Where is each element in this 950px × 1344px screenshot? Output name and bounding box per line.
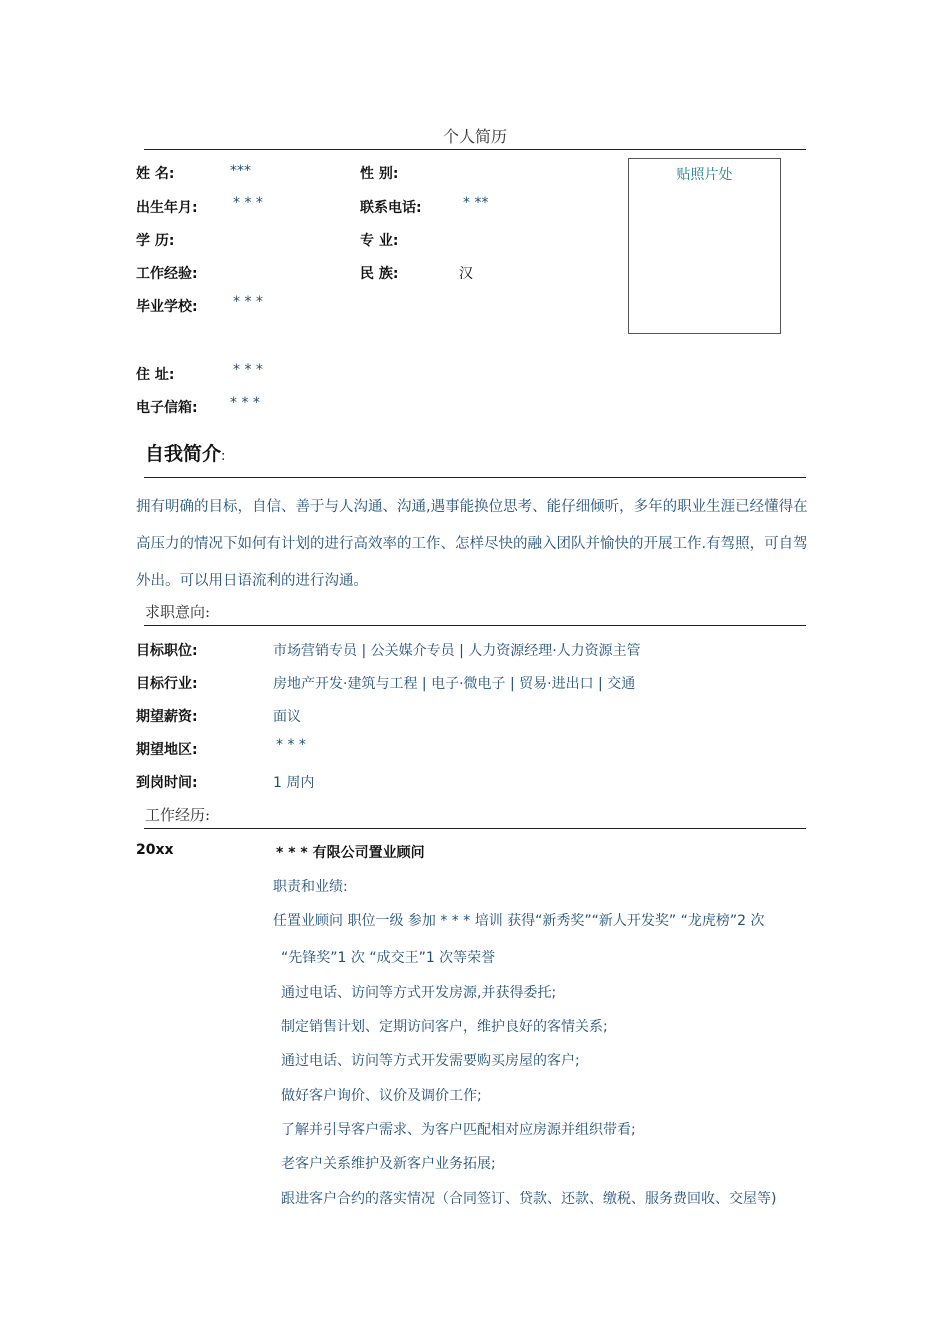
ethnicity-value: 汉 [459, 266, 473, 282]
intro-divider [144, 477, 806, 478]
birth-label: 出生年月: [136, 200, 198, 216]
duty-line: “先锋奖”1 次 “成交王”1 次等荣誉 [281, 950, 496, 966]
target-position-value: 市场营销专员 | 公关媒介专员 | 人力资源经理·人力资源主管 [273, 643, 641, 659]
work-heading: 工作经历: [145, 806, 211, 824]
expected-salary-label: 期望薪资: [136, 709, 198, 725]
phone-value: * ** [463, 195, 489, 211]
job-intent-heading: 求职意向: [145, 603, 211, 621]
email-label: 电子信箱: [136, 400, 198, 416]
address-value: * * * [233, 362, 263, 378]
duty-label: 职责和业绩: [273, 879, 348, 895]
title-divider [144, 149, 806, 150]
gender-label: 性 别: [360, 166, 399, 182]
duty-line: 了解并引导客户需求、为客户匹配相对应房源并组织带看; [281, 1122, 636, 1138]
major-label: 专 业: [360, 233, 399, 249]
duty-line: 做好客户询价、议价及调价工作; [281, 1088, 482, 1104]
name-value: *** [230, 163, 251, 179]
phone-label: 联系电话: [360, 200, 422, 216]
photo-placeholder-label: 贴照片处 [676, 167, 733, 183]
expected-region-label: 期望地区: [136, 742, 198, 758]
photo-placeholder-box [628, 158, 781, 334]
school-value: * * * [233, 294, 263, 310]
target-industry-label: 目标行业: [136, 676, 198, 692]
birth-value: * * * [233, 195, 263, 211]
duty-line: 跟进客户合约的落实情况（合同签订、贷款、还款、缴税、服务费回收、交屋等) [281, 1191, 777, 1207]
intro-heading-text: 自我简介 [145, 443, 222, 465]
duty-line: 通过电话、访问等方式开发需要购买房屋的客户; [281, 1053, 580, 1069]
target-industry-value: 房地产开发·建筑与工程 | 电子·微电子 | 贸易·进出口 | 交通 [273, 676, 636, 692]
job-intent-divider [144, 625, 806, 626]
education-label: 学 历: [136, 233, 175, 249]
intro-line: 拥有明确的目标，自信、善于与人沟通、沟通,遇事能换位思考、能仔细倾听，多年的职业生涯已经懂得在 [136, 499, 808, 515]
work-year: 20xx [136, 842, 174, 858]
work-divider [144, 828, 806, 829]
intro-line: 外出。可以用日语流利的进行沟通。 [136, 573, 368, 589]
email-value: * * * [230, 395, 260, 411]
duty-line: 任置业顾问 职位一级 参加 * * * 培训 获得“新秀奖”“新人开发奖” “龙虎榜”2 次 [273, 913, 765, 929]
address-label: 住 址: [136, 367, 175, 383]
experience-label: 工作经验: [136, 266, 198, 282]
intro-heading [145, 439, 225, 466]
target-position-label: 目标职位: [136, 643, 198, 659]
intro-line: 高压力的情况下如何有计划的进行高效率的工作、怎样尽快的融入团队并愉快的开展工作.有驾照，可自驾 [136, 536, 808, 552]
work-company: * * * 有限公司置业顾问 [276, 845, 425, 861]
start-time-label: 到岗时间: [136, 775, 198, 791]
name-label: 姓 名: [136, 166, 175, 182]
expected-region-value: * * * [276, 737, 306, 753]
intro-heading-colon: : [221, 449, 226, 464]
duty-line: 老客户关系维护及新客户业务拓展; [281, 1156, 496, 1172]
expected-salary-value: 面议 [273, 709, 301, 725]
duty-line: 通过电话、访问等方式开发房源,并获得委托; [281, 985, 557, 1001]
duty-line: 制定销售计划、定期访问客户，维护良好的客情关系; [281, 1019, 608, 1035]
school-label: 毕业学校: [136, 299, 198, 315]
ethnicity-label: 民 族: [360, 266, 399, 282]
page-title: 个人简历 [442, 127, 507, 146]
start-time-value: 1 周内 [273, 775, 315, 791]
